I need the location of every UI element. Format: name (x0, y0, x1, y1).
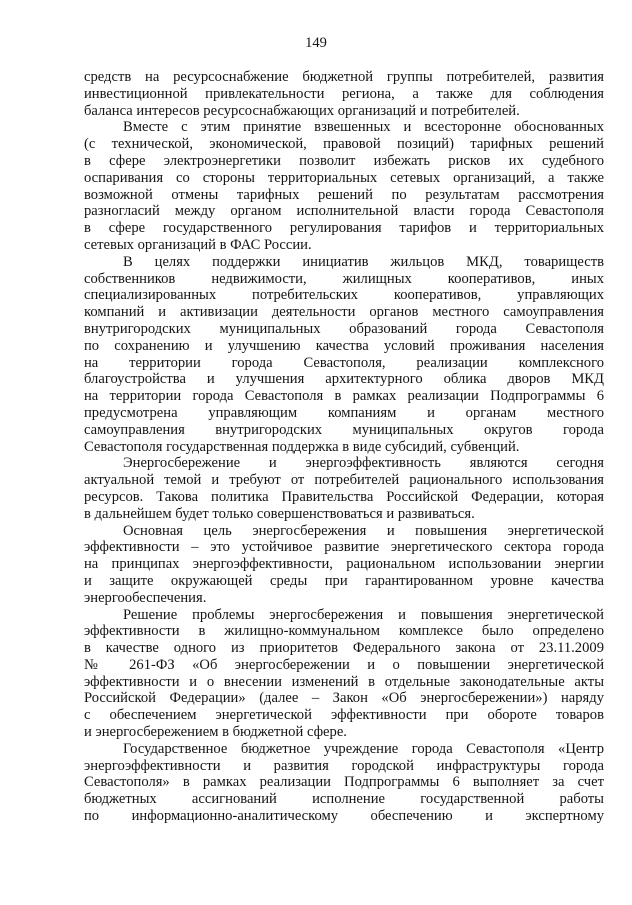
text-line: на территории города Севастополя, реализации комплексного (84, 354, 604, 371)
text-line: и энергосбережением в бюджетной сфере. (84, 724, 347, 741)
text-line: оспаривания со стороны территориальных сетевых организаций, а также (84, 169, 604, 186)
text-line: актуальной темой и требуют от потребителей рационального использования (84, 472, 604, 489)
text-line: эффективности – это устойчивое развитие энергетического сектора города (84, 539, 604, 556)
text-line: компаний и активизации деятельности органов местного самоуправления (84, 304, 604, 321)
paragraph (84, 455, 604, 522)
text-line: самоуправления внутригородских муниципальных округов города (84, 421, 604, 438)
text-line: Севастополя» в рамках реализации Подпрограммы 6 выполняет за счет (84, 774, 604, 791)
text-line: Российской Федерации» (далее – Закон «Об энергосбережении») наряду (84, 690, 604, 707)
text-line: эффективности в жилищно-коммунальном комплексе было определено (84, 623, 604, 640)
text-line: Энергосбережение и энергоэффективность являются сегодня (123, 455, 604, 472)
document-body (84, 69, 604, 825)
text-line: баланса интересов ресурсоснабжающих организаций и потребителей. (84, 102, 520, 119)
paragraph (84, 523, 604, 607)
text-line: в дальнейшем будет только совершенствоваться и развиваться. (84, 505, 475, 522)
text-line: сетевых организаций в ФАС России. (84, 236, 312, 253)
paragraph (84, 741, 604, 825)
text-line: с обеспечением энергетической эффективности при обороте товаров (84, 707, 604, 724)
text-line: ресурсов. Такова политика Правительства Российской Федерации, которая (84, 488, 604, 505)
text-line: в сфере электроэнергетики позволит избежать рисков их судебного (84, 152, 604, 169)
paragraph (84, 254, 604, 456)
page-number: 149 (305, 35, 327, 51)
paragraph (84, 69, 604, 119)
text-line: собственников недвижимости, жилищных кооперативов, иных (84, 270, 604, 287)
text-line: и защите окружающей среды при гарантированном уровне качества (84, 572, 604, 589)
text-line: Вместе с этим принятие взвешенных и всесторонне обоснованных (123, 119, 604, 136)
text-line: Решение проблемы энергосбережения и повышения энергетической (123, 606, 604, 623)
text-line: энергообеспечения. (84, 589, 207, 606)
text-line: эффективности и о внесении изменений в отдельные законодательные акты (84, 673, 604, 690)
text-line: на принципах энергоэффективности, рациональном использовании энергии (84, 556, 604, 573)
text-line: благоустройства и улучшения архитектурного облика дворов МКД (84, 371, 604, 388)
text-line: предусмотрена управляющим компаниям и органам местного (84, 404, 604, 421)
text-line: в сфере государственного регулирования тарифов и территориальных (84, 220, 604, 237)
text-line: инвестиционной привлекательности региона, а также для соблюдения (84, 85, 604, 102)
text-line: (с технической, экономической, правовой позиций) тарифных решений (84, 136, 604, 153)
text-line: Севастополя государственная поддержка в виде субсидий, субвенций. (84, 438, 520, 455)
text-line: разногласий между органом исполнительной власти города Севастополя (84, 203, 604, 220)
text-line: Государственное бюджетное учреждение города Севастополя «Центр (123, 740, 604, 757)
paragraph (84, 607, 604, 741)
text-line: В целях поддержки инициатив жильцов МКД, товариществ (123, 253, 604, 270)
text-line: по информационно-аналитическому обеспечению и экспертному (84, 808, 604, 825)
text-line: возможной отмены тарифных решений по результатам рассмотрения (84, 186, 604, 203)
text-line: бюджетных ассигнований исполнение государственной работы (84, 791, 604, 808)
text-line: Основная цель энергосбережения и повышения энергетической (123, 522, 604, 539)
paragraph (84, 119, 604, 253)
text-line: по сохранению и улучшению качества условий проживания населения (84, 337, 604, 354)
text-line: № 261-ФЗ «Об энергосбережении и о повышении энергетической (84, 656, 604, 673)
text-line: специализированных потребительских кооперативов, управляющих (84, 287, 604, 304)
text-line: в качестве одного из приоритетов Федерального закона от 23.11.2009 (84, 640, 604, 657)
text-line: внутригородских муниципальных образований города Севастополя (84, 320, 604, 337)
text-line: средств на ресурсоснабжение бюджетной группы потребителей, развития (84, 69, 604, 85)
text-line: на территории города Севастополя в рамках реализации Подпрограммы 6 (84, 388, 604, 405)
text-line: энергоэффективности и развития городской инфраструктуры города (84, 757, 604, 774)
